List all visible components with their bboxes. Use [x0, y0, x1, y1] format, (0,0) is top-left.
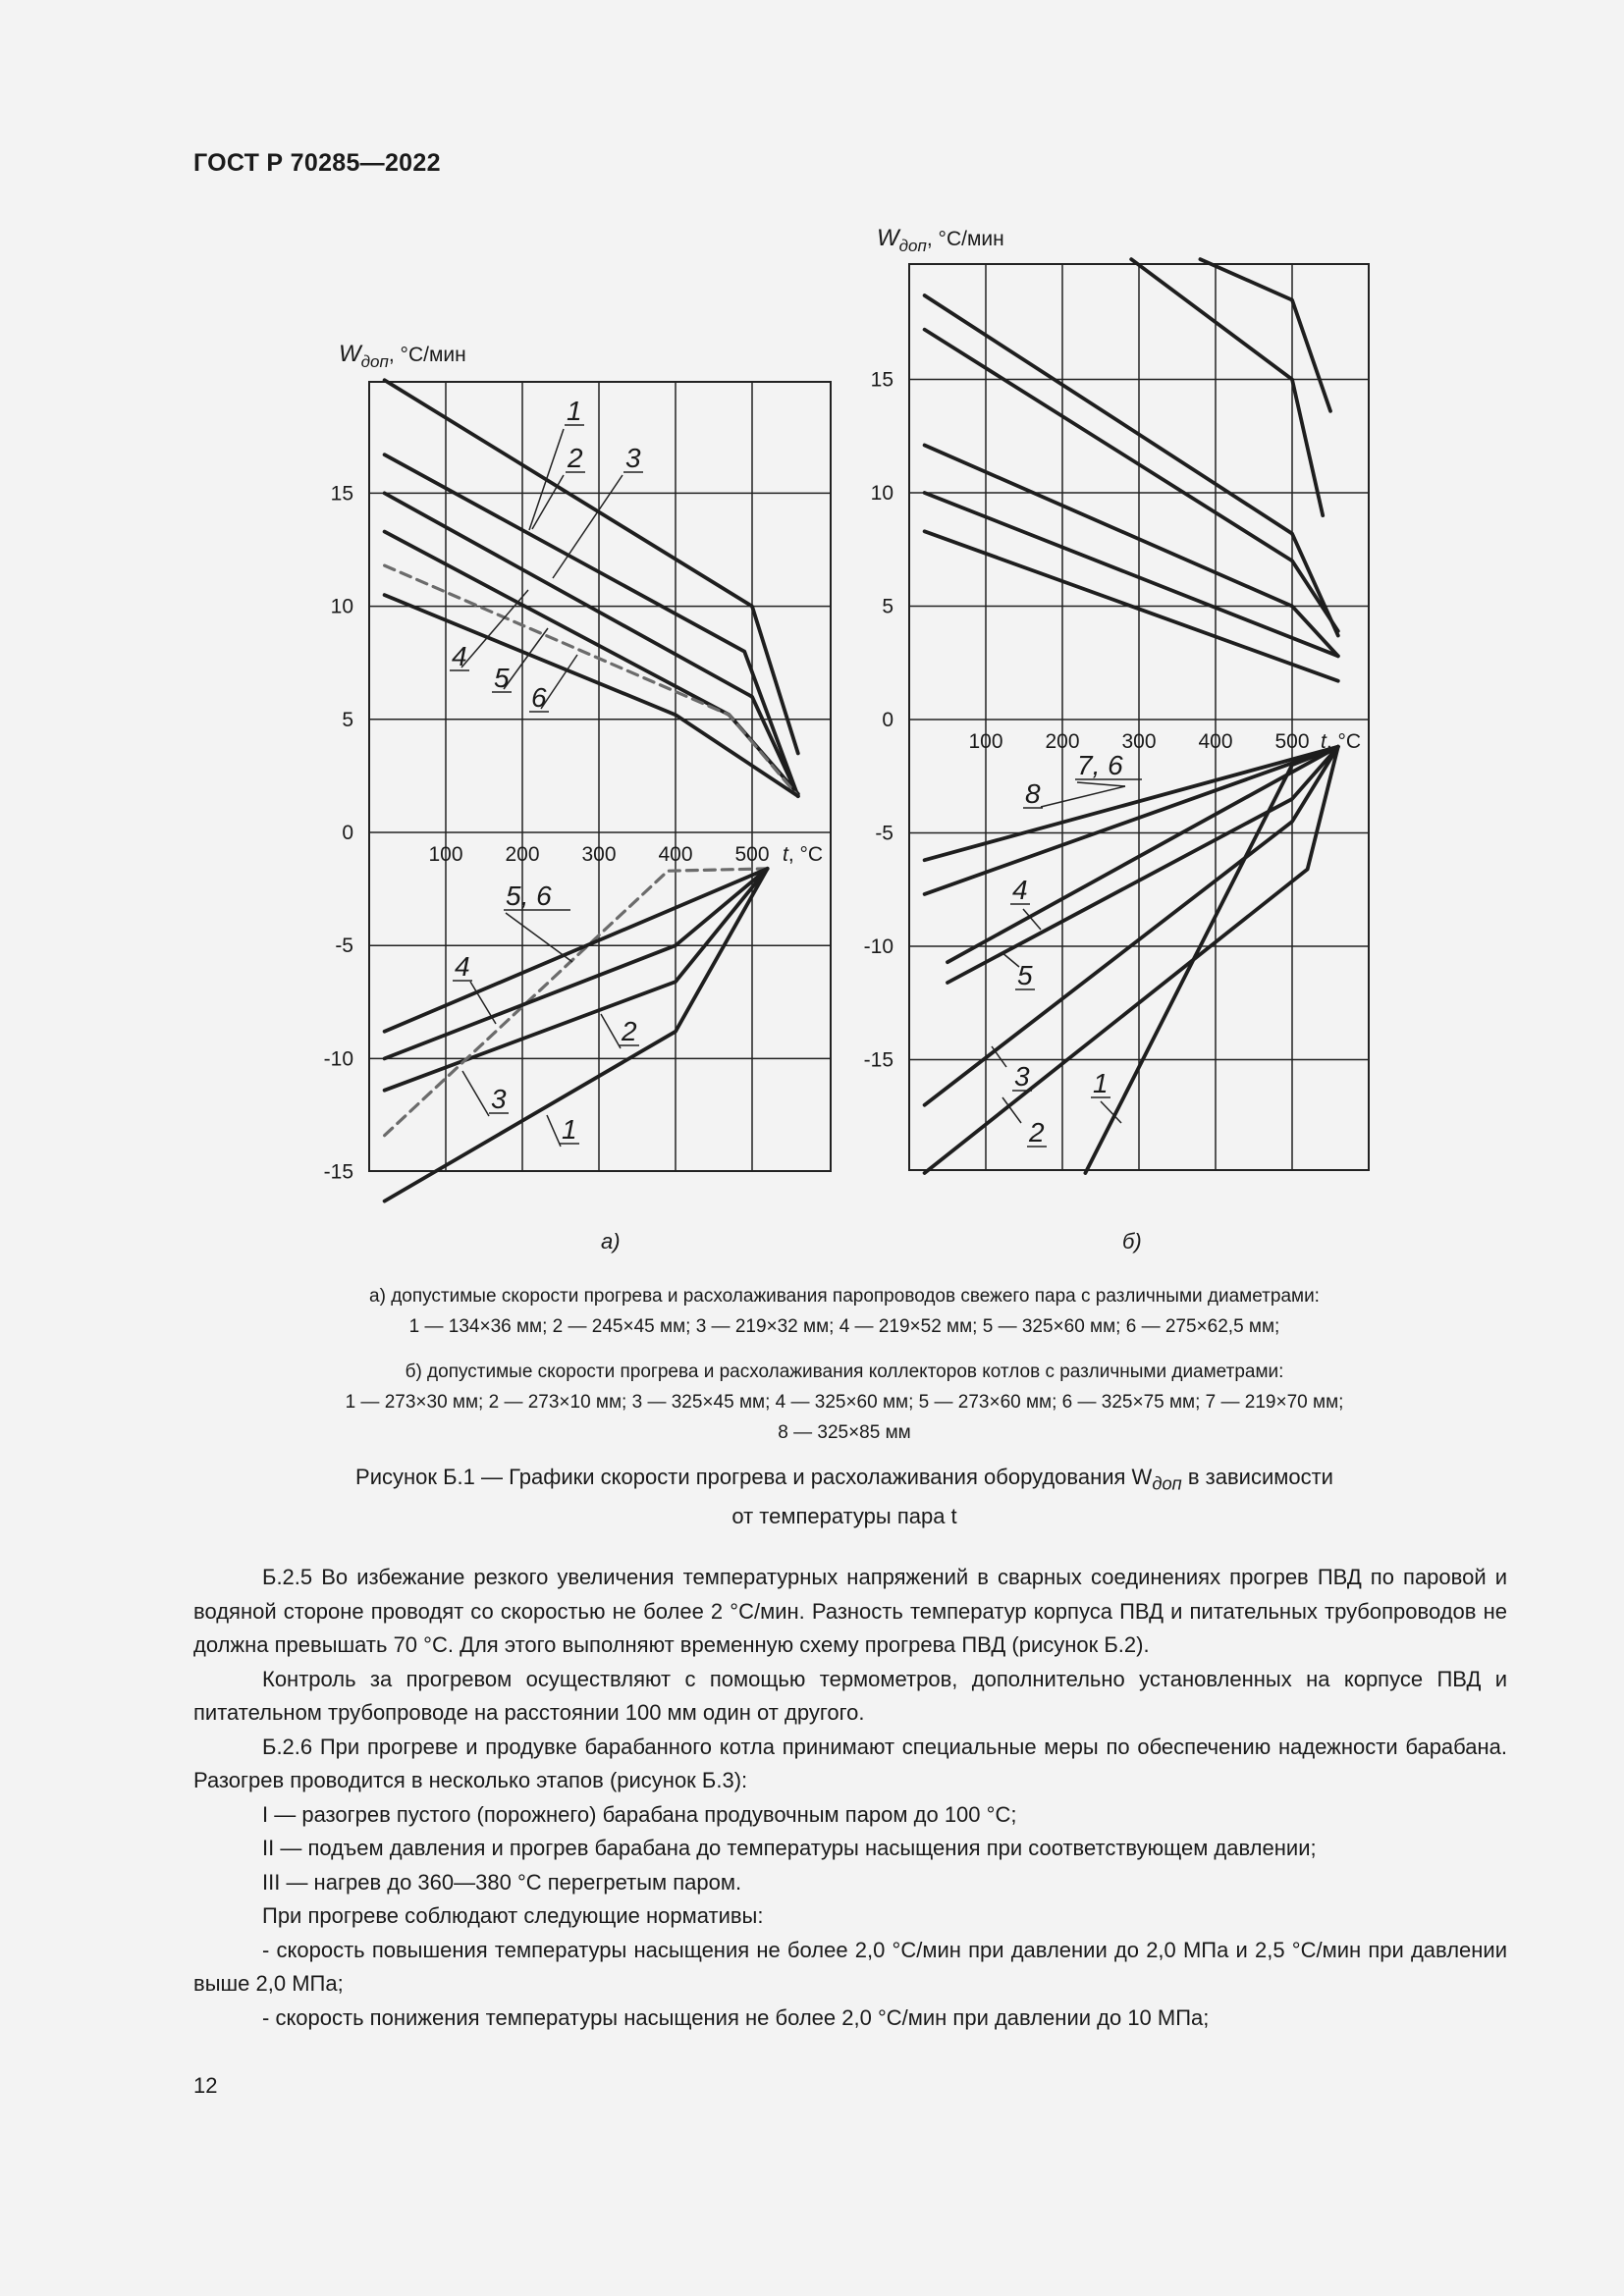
plot-frame [369, 382, 831, 1171]
series-line-3 [385, 869, 768, 1136]
paragraph: Б.2.5 Во избежание резкого увеличения температурных напряжений в сварных соединениях прогрев ПВД по паровой и водяной стороне проводят со скоростью не более 2 °С/мин. Разность температур корпуса ПВД и питательных трубопроводов не должна превышать 70 °С. Для этого выполняют временную схему прогрева ПВД (рисунок Б.2). [193, 1565, 1507, 1657]
y-tick-label: 10 [870, 482, 893, 505]
page-number: 12 [193, 2073, 218, 2098]
curve-label: 6 [531, 682, 547, 713]
paragraph: II — подъем давления и прогрев барабана до температуры насыщения при соответствующем давлении; [262, 1836, 1317, 1860]
x-tick-label: 400 [1198, 730, 1233, 753]
y-tick-label: 15 [870, 368, 893, 392]
paragraph: Б.2.6 При прогреве и продувке барабанного котла принимают специальные меры по обеспечению надежности барабана. Разогрев проводится в несколько этапов (рисунок Б.3): [193, 1734, 1507, 1792]
x-tick-label: 400 [658, 843, 693, 866]
curve-label: 2 [568, 443, 583, 473]
figure-title-subscript: доп [1152, 1472, 1182, 1494]
x-tick-label: 200 [1045, 730, 1080, 753]
y-tick-label: 0 [342, 822, 353, 844]
caption-b-line-2: 1 — 273×30 мм; 2 — 273×10 мм; 3 — 325×45 мм; 4 — 325×60 мм; 5 — 273×60 мм; 6 — 325×75 мм; 7 — 219×70 мм; [345, 1392, 1344, 1413]
curve-label: 4 [452, 641, 467, 671]
chart-a [324, 341, 831, 1201]
series-line-upper-4 [925, 330, 1338, 631]
leader-line [506, 913, 572, 962]
caption-a-line-1: а) допустимые скорости прогрева и расхолаживания паропроводов свежего пара с различными диаметрами: [369, 1286, 1320, 1307]
figure-title-line-2: от температуры пара t [731, 1504, 957, 1529]
y-tick-label: -5 [875, 822, 893, 845]
y-tick-label: 0 [882, 709, 893, 731]
curve-label: 3 [625, 443, 641, 473]
y-tick-label: -15 [863, 1048, 893, 1072]
figure-title-part-2: в зависимости [1181, 1465, 1333, 1489]
leader-line [601, 1014, 621, 1048]
body-text [193, 1561, 1507, 2035]
leader-line [529, 429, 564, 530]
y-tick-label: 5 [342, 708, 353, 731]
x-tick-label: 100 [968, 730, 1003, 753]
series-line-7-6 [925, 747, 1338, 894]
caption-a-line-2: 1 — 134×36 мм; 2 — 245×45 мм; 3 — 219×32 мм; 4 — 219×52 мм; 5 — 325×60 мм; 6 — 275×62,5 мм; [408, 1316, 1280, 1337]
leader-line [547, 1115, 561, 1147]
y-tick-label: 5 [882, 595, 893, 618]
leader-line [1041, 786, 1125, 807]
y-tick-label: -15 [323, 1160, 353, 1184]
curve-label: 3 [491, 1084, 507, 1114]
curve-label: 4 [455, 951, 470, 982]
series-line-4 [947, 747, 1338, 963]
curve-label: 4 [1012, 875, 1028, 905]
figure-title [265, 1461, 1424, 1533]
curve-label: 8 [1025, 778, 1041, 809]
panel-label-a: а) [601, 1229, 621, 1254]
leader-line [532, 475, 564, 529]
curve-label: 5 [494, 663, 510, 693]
curve-label: 2 [622, 1016, 637, 1046]
x-tick-label: 300 [1121, 730, 1157, 753]
leader-line [1077, 782, 1125, 786]
x-tick-label: 500 [1274, 730, 1310, 753]
curve-label: 3 [1014, 1061, 1030, 1092]
series-line-3 [385, 493, 798, 796]
y-tick-label: -10 [323, 1047, 353, 1071]
panel-label-b: б) [1122, 1229, 1142, 1254]
curve-label: 1 [1093, 1068, 1109, 1098]
curve-label: 2 [1029, 1117, 1045, 1148]
y-tick-label: -10 [863, 935, 893, 958]
y-tick-label: 10 [330, 595, 353, 618]
y-axis-label: $W_{доп}$, °С/мин [339, 341, 466, 371]
series-line-6 [385, 595, 798, 796]
x-tick-label: 200 [505, 843, 540, 866]
curve-label: 1 [567, 396, 582, 426]
paragraph: - скорость понижения температуры насыщения не более 2,0 °С/мин при давлении до 10 МПа; [262, 2004, 1210, 2030]
paragraph: - скорость повышения температуры насыщения не более 2,0 °С/мин при давлении до 2,0 МПа и 2,5 °С/мин при давлении выше 2,0 МПа; [193, 1937, 1507, 1996]
x-axis-label: t, °С [783, 843, 824, 866]
curve-label: 5, 6 [506, 881, 552, 911]
x-tick-label: 100 [428, 843, 463, 866]
paragraph: III — нагрев до 360—380 °С перегретым паром. [262, 1869, 742, 1895]
x-tick-label: 300 [581, 843, 617, 866]
curve-label: 7, 6 [1077, 750, 1123, 780]
caption-a [265, 1281, 1424, 1342]
caption-b-line-3: 8 — 325×85 мм [778, 1422, 911, 1443]
series-line-upper-3 [925, 295, 1338, 636]
paragraph: При прогреве соблюдают следующие нормативы: [262, 1903, 764, 1928]
series-line-upper-2 [1200, 259, 1330, 411]
chart-b [864, 225, 1369, 1173]
curve-label: 1 [562, 1114, 577, 1145]
x-axis-label: t, °С [1321, 730, 1362, 753]
leader-line [462, 1071, 489, 1116]
y-tick-label: 15 [330, 482, 353, 506]
series-line-2 [385, 869, 768, 1091]
series-line-8 [925, 747, 1338, 861]
series-line-4 [385, 869, 768, 1059]
figure-title-part-1: Рисунок Б.1 — Графики скорости прогрева и расхолаживания оборудования W [355, 1465, 1153, 1489]
y-tick-label: -5 [335, 934, 353, 958]
caption-b [265, 1357, 1424, 1448]
paragraph: Контроль за прогревом осуществляют с помощью термометров, дополнительно установленных на корпусе ПВД и питательном трубопроводе на расстоянии 100 мм один от другого. [193, 1666, 1507, 1725]
y-axis-label: $W_{доп}$, °С/мин [877, 225, 1004, 255]
paragraph: I — разогрев пустого (порожнего) барабана продувочным паром до 100 °С; [262, 1801, 1017, 1827]
series-line-5-6 [385, 869, 768, 1032]
document-header: ГОСТ Р 70285—2022 [193, 149, 441, 177]
curve-label: 5 [1017, 960, 1033, 990]
caption-b-line-1: б) допустимые скорости прогрева и расхолаживания коллекторов котлов с различными диаметрами: [405, 1362, 1284, 1382]
x-tick-label: 500 [734, 843, 770, 866]
series-line-upper-6 [925, 493, 1338, 656]
